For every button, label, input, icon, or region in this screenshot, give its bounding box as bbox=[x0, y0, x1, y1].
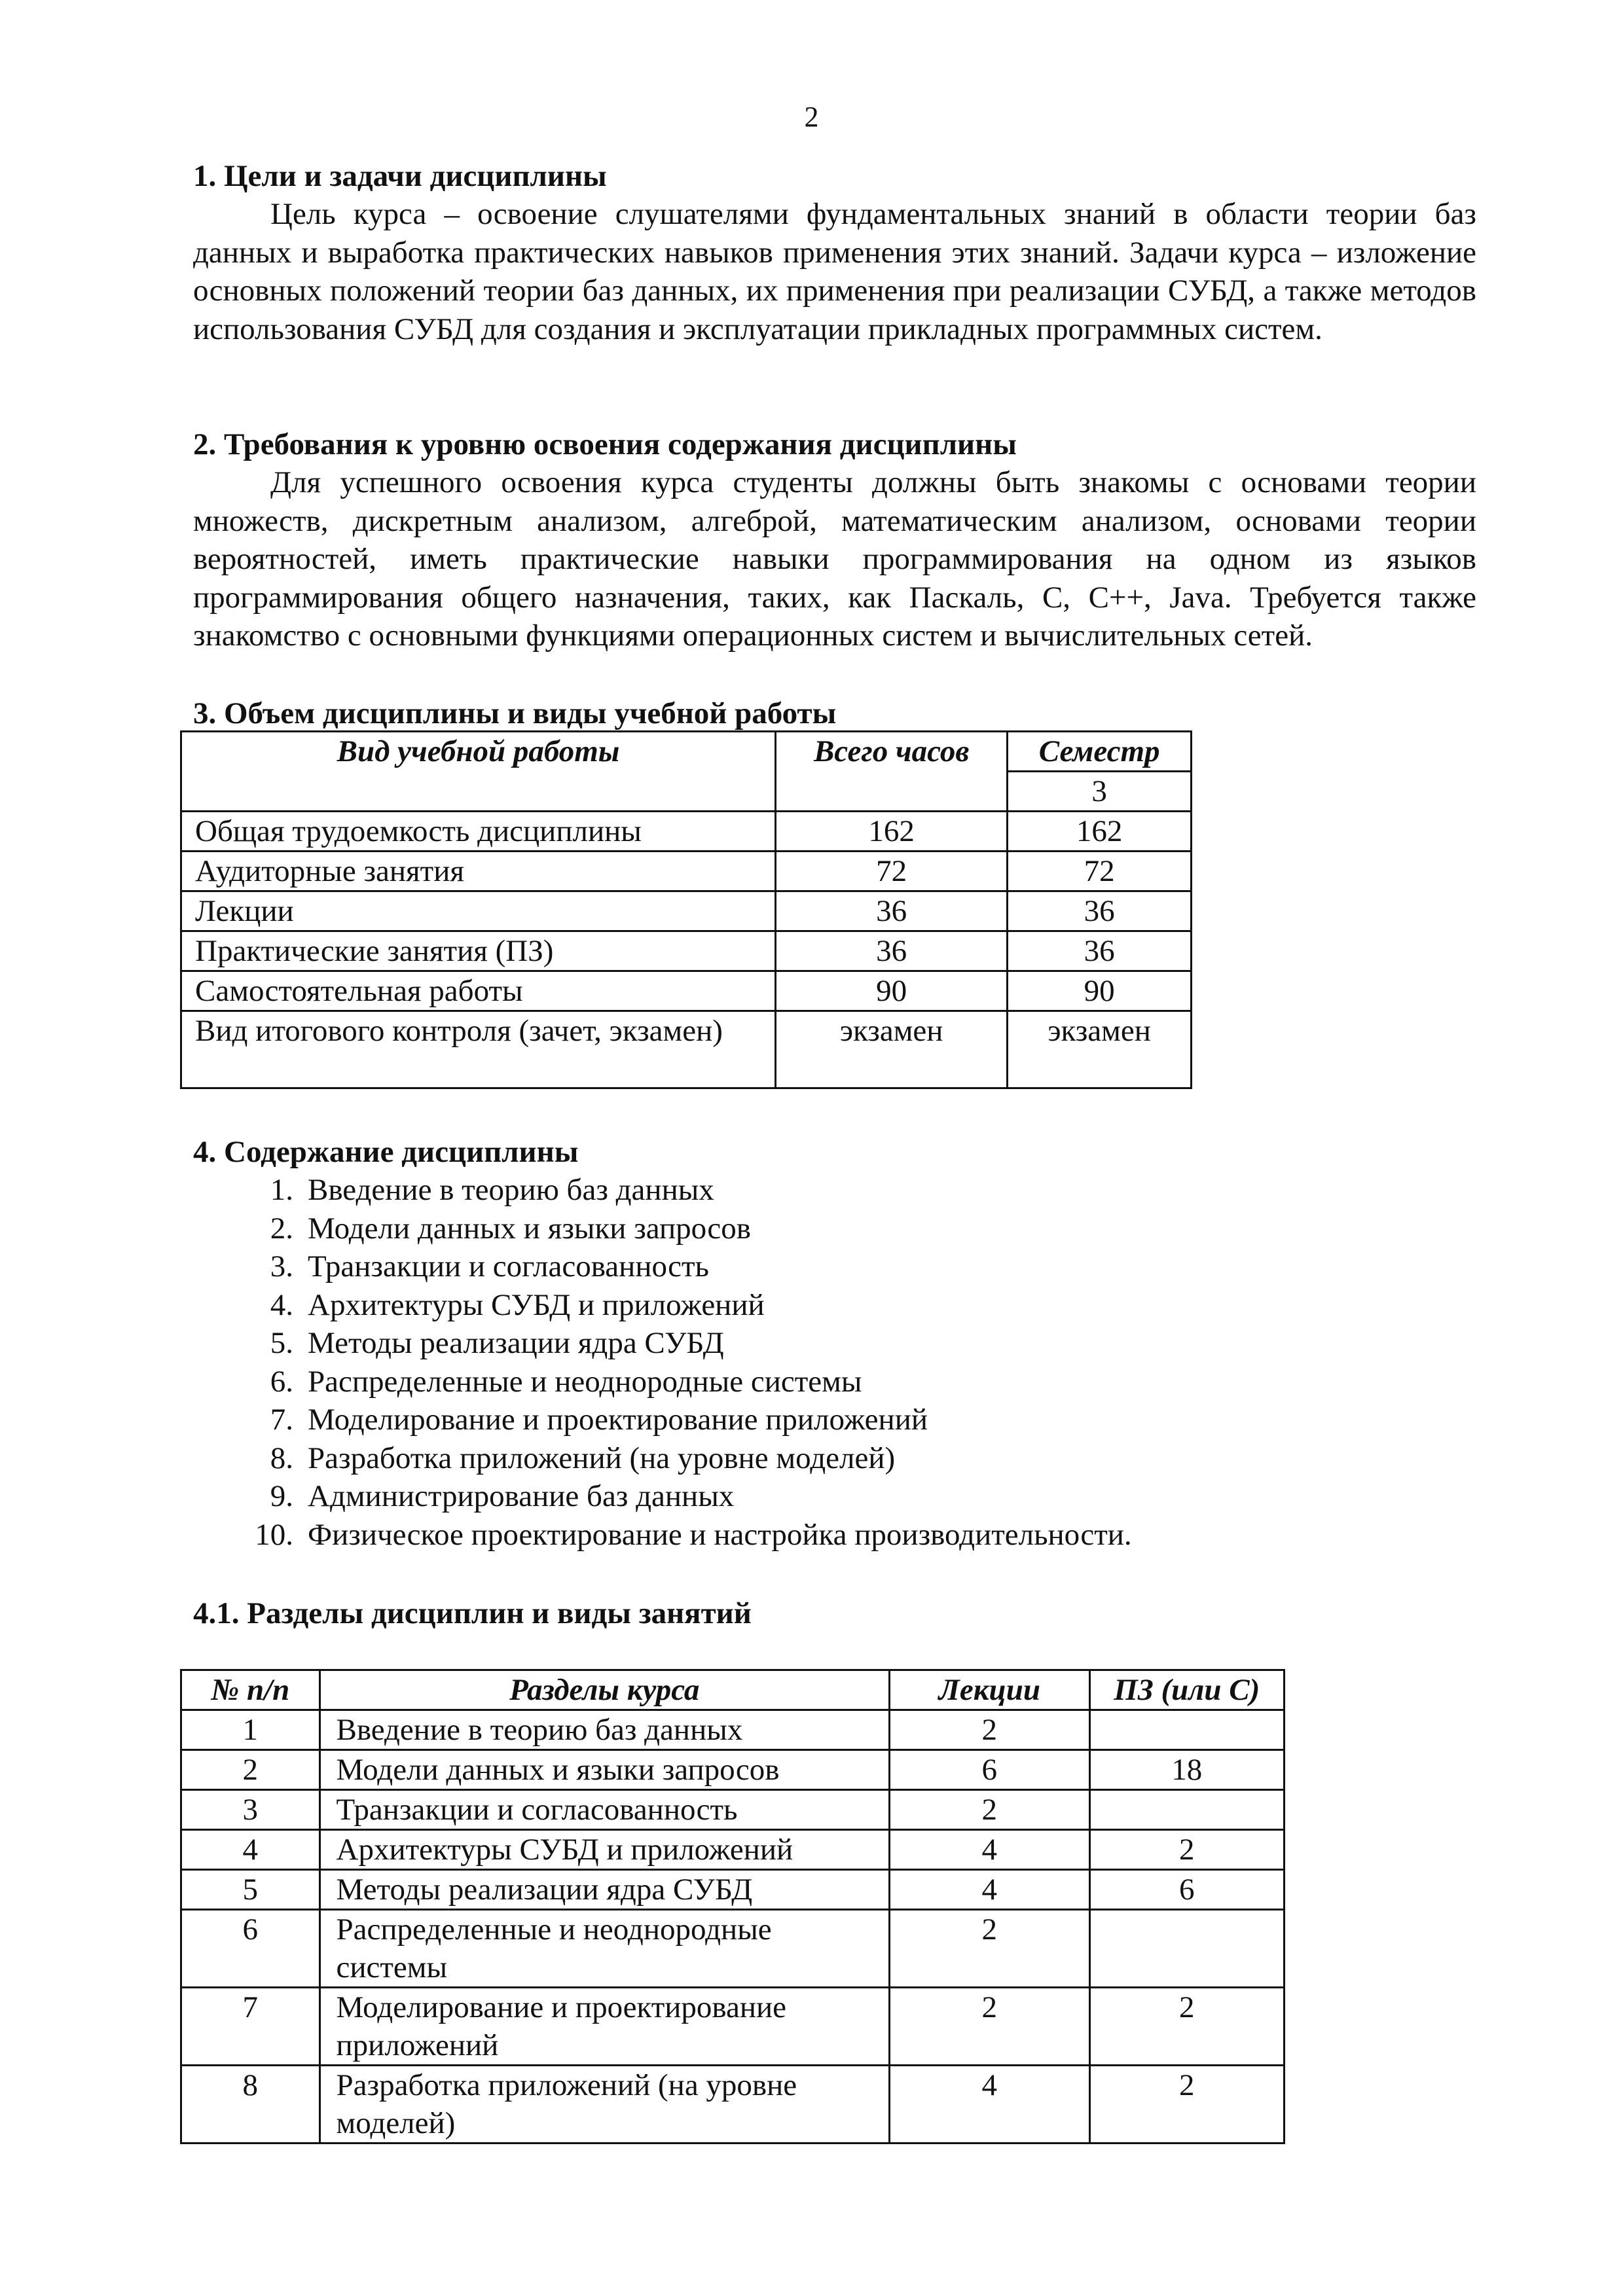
row-label: Самостоятельная работы bbox=[181, 971, 776, 1011]
row-section: Архитектуры СУБД и приложений bbox=[319, 1830, 890, 1870]
list-item-number: 10. bbox=[255, 1517, 293, 1552]
table-row bbox=[181, 1790, 1285, 1830]
list-item-text: Архитектуры СУБД и приложений bbox=[308, 1287, 765, 1322]
list-item-text: Моделирование и проектирование приложений bbox=[308, 1403, 928, 1437]
row-section: Введение в теорию баз данных bbox=[319, 1710, 890, 1750]
list-item bbox=[244, 1439, 1132, 1478]
header-work-type: Вид учебной работы bbox=[181, 732, 776, 812]
row-practice bbox=[1089, 1790, 1284, 1830]
list-item bbox=[244, 1401, 1132, 1439]
list-item-text: Транзакции и согласованность bbox=[308, 1249, 709, 1283]
row-practice: 2 bbox=[1089, 1988, 1284, 2066]
row-total: 90 bbox=[776, 971, 1008, 1011]
list-item bbox=[244, 1247, 1132, 1286]
row-lectures: 2 bbox=[890, 1910, 1090, 1988]
section-1-heading: 1. Цели и задачи дисциплины bbox=[193, 159, 607, 193]
header-lectures: Лекции bbox=[890, 1670, 1090, 1710]
row-semester: 36 bbox=[1008, 931, 1192, 971]
row-practice: 2 bbox=[1089, 1830, 1284, 1870]
header-section: Разделы курса bbox=[319, 1670, 890, 1710]
list-item bbox=[244, 1363, 1132, 1401]
header-practice: ПЗ (или С) bbox=[1089, 1670, 1284, 1710]
table-row bbox=[181, 1830, 1285, 1870]
row-semester: экзамен bbox=[1008, 1011, 1192, 1088]
row-number: 7 bbox=[181, 1988, 320, 2066]
row-label: Аудиторные занятия bbox=[181, 852, 776, 891]
header-number: № п/п bbox=[181, 1670, 320, 1710]
table-row bbox=[181, 1870, 1285, 1910]
list-item-text: Распределенные и неоднородные системы bbox=[308, 1364, 862, 1399]
table-row bbox=[181, 2066, 1285, 2144]
section-2-text: Для успешного освоения курса студенты должны быть знакомы с основами теории множеств, дискретным анализом, алгеброй, математическим анализом, основами теории вероятностей, иметь практические навыки программирования на одном из языков программирования общего назначения, таких, как Паскаль, C, C++, Java. Требуется также знакомство с основными функциями операционных систем и вычислительных сетей. bbox=[193, 465, 1476, 653]
list-item bbox=[244, 1210, 1132, 1248]
list-item bbox=[244, 1477, 1132, 1516]
row-label: Общая трудоемкость дисциплины bbox=[181, 812, 776, 852]
header-semester: Семестр bbox=[1008, 732, 1192, 772]
row-practice: 6 bbox=[1089, 1870, 1284, 1910]
row-number: 2 bbox=[181, 1750, 320, 1790]
table-row bbox=[181, 852, 1192, 891]
row-number: 3 bbox=[181, 1790, 320, 1830]
row-lectures: 2 bbox=[890, 1710, 1090, 1750]
table-row bbox=[181, 1910, 1285, 1988]
row-total: 72 bbox=[776, 852, 1008, 891]
list-item-number: 7. bbox=[270, 1403, 293, 1437]
row-section: Модели данных и языки запросов bbox=[319, 1750, 890, 1790]
row-semester: 72 bbox=[1008, 852, 1192, 891]
list-item bbox=[244, 1324, 1132, 1363]
row-lectures: 4 bbox=[890, 2066, 1090, 2144]
section-1-text: Цель курса – освоение слушателями фундаментальных знаний в области теории баз данных и выработка практических навыков применения этих знаний. Задачи курса – изложение основных положений теории баз данных, их применения при реализации СУБД, а также методов использования СУБД для создания и эксплуатации прикладных программных систем. bbox=[193, 197, 1476, 346]
table-row bbox=[181, 1011, 1192, 1088]
list-item-text: Введение в теорию баз данных bbox=[308, 1173, 714, 1207]
row-number: 6 bbox=[181, 1910, 320, 1988]
page-number: 2 bbox=[804, 101, 819, 133]
list-item-text: Физическое проектирование и настройка производительности. bbox=[308, 1517, 1132, 1552]
list-item-number: 9. bbox=[270, 1479, 293, 1513]
row-lectures: 4 bbox=[890, 1870, 1090, 1910]
table-row bbox=[181, 1988, 1285, 2066]
list-item-number: 4. bbox=[270, 1287, 293, 1322]
list-item-number: 8. bbox=[270, 1441, 293, 1475]
workload-table-header bbox=[181, 732, 1192, 772]
row-practice: 2 bbox=[1089, 2066, 1284, 2144]
row-section: Моделирование и проектирование приложений bbox=[319, 1988, 890, 2066]
row-label: Практические занятия (ПЗ) bbox=[181, 931, 776, 971]
list-item-number: 2. bbox=[270, 1211, 293, 1246]
row-semester: 36 bbox=[1008, 891, 1192, 931]
row-number: 4 bbox=[181, 1830, 320, 1870]
header-semester-number: 3 bbox=[1008, 772, 1192, 812]
row-section: Распределенные и неоднородные системы bbox=[319, 1910, 890, 1988]
workload-table bbox=[180, 730, 1192, 1089]
list-item-text: Разработка приложений (на уровне моделей) bbox=[308, 1441, 896, 1475]
row-section: Транзакции и согласованность bbox=[319, 1790, 890, 1830]
table-row bbox=[181, 931, 1192, 971]
list-item-number: 5. bbox=[270, 1326, 293, 1360]
row-label: Вид итогового контроля (зачет, экзамен) bbox=[181, 1011, 776, 1088]
table-row bbox=[181, 971, 1192, 1011]
row-section: Методы реализации ядра СУБД bbox=[319, 1870, 890, 1910]
row-label: Лекции bbox=[181, 891, 776, 931]
list-item bbox=[244, 1286, 1132, 1325]
section-3-heading: 3. Объем дисциплины и виды учебной работы bbox=[193, 696, 837, 730]
list-item-number: 1. bbox=[270, 1173, 293, 1207]
row-total: экзамен bbox=[776, 1011, 1008, 1088]
table-row bbox=[181, 1710, 1285, 1750]
table-row bbox=[181, 812, 1192, 852]
list-item-text: Методы реализации ядра СУБД bbox=[308, 1326, 724, 1360]
row-lectures: 2 bbox=[890, 1988, 1090, 2066]
row-semester: 90 bbox=[1008, 971, 1192, 1011]
row-section: Разработка приложений (на уровне моделей) bbox=[319, 2066, 890, 2144]
list-item-number: 3. bbox=[270, 1249, 293, 1283]
list-item-number: 6. bbox=[270, 1364, 293, 1399]
row-total: 162 bbox=[776, 812, 1008, 852]
table-row bbox=[181, 1750, 1285, 1790]
section-4-heading: 4. Содержание дисциплины bbox=[193, 1135, 579, 1169]
list-item-text: Администрирование баз данных bbox=[308, 1479, 735, 1513]
row-practice bbox=[1089, 1910, 1284, 1988]
row-practice: 18 bbox=[1089, 1750, 1284, 1790]
row-number: 5 bbox=[181, 1870, 320, 1910]
row-total: 36 bbox=[776, 891, 1008, 931]
list-item bbox=[244, 1171, 1132, 1210]
content-list bbox=[244, 1171, 1132, 1554]
list-item-text: Модели данных и языки запросов bbox=[308, 1211, 751, 1246]
section-4-1-heading: 4.1. Разделы дисциплин и виды занятий bbox=[193, 1596, 752, 1630]
header-total-hours: Всего часов bbox=[776, 732, 1008, 812]
table-row bbox=[181, 891, 1192, 931]
row-lectures: 2 bbox=[890, 1790, 1090, 1830]
row-total: 36 bbox=[776, 931, 1008, 971]
row-lectures: 4 bbox=[890, 1830, 1090, 1870]
sections-table bbox=[180, 1669, 1285, 2144]
row-number: 1 bbox=[181, 1710, 320, 1750]
section-2-heading: 2. Требования к уровню освоения содержания дисциплины bbox=[193, 427, 1017, 461]
list-item bbox=[244, 1516, 1132, 1554]
row-lectures: 6 bbox=[890, 1750, 1090, 1790]
sections-table-header bbox=[181, 1670, 1285, 1710]
row-number: 8 bbox=[181, 2066, 320, 2144]
row-practice bbox=[1089, 1710, 1284, 1750]
row-semester: 162 bbox=[1008, 812, 1192, 852]
